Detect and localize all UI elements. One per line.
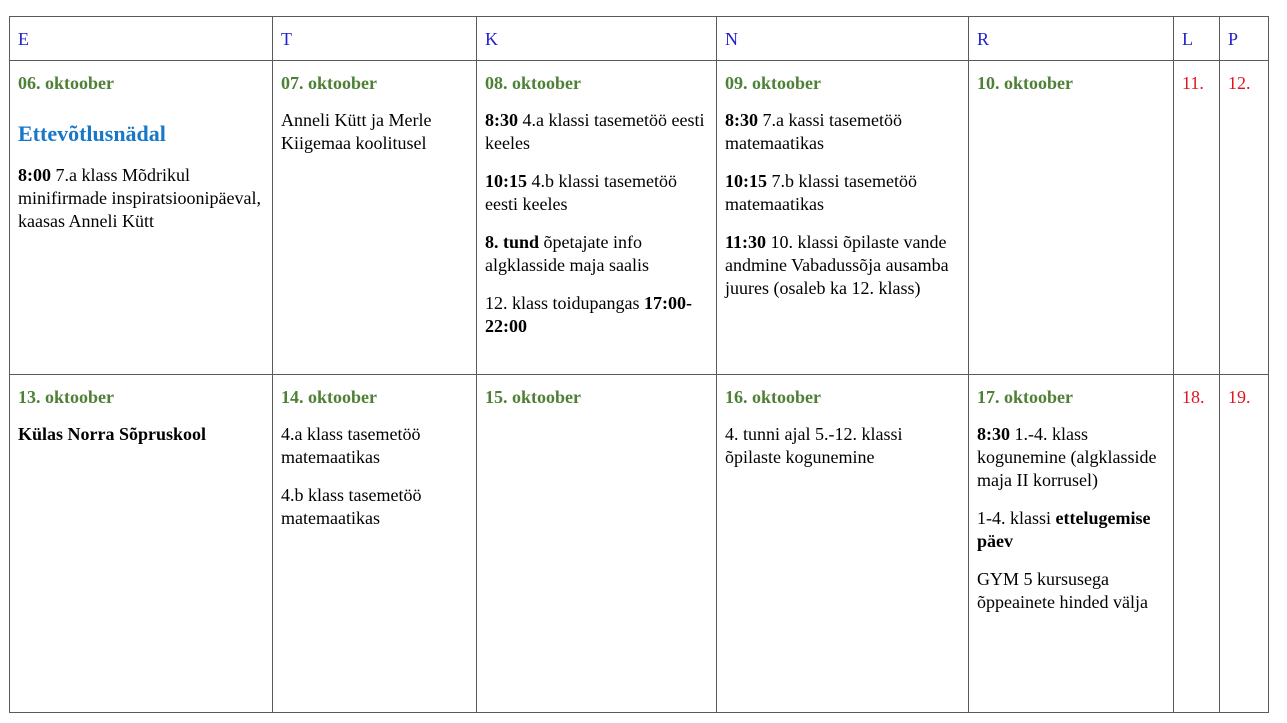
event-time: 10:15 [485, 171, 527, 191]
calendar-event [281, 109, 468, 155]
week-row-1 [10, 61, 1269, 375]
weekday-header-thu: N [717, 17, 969, 61]
event-text: 4.b klass tasemetöö matemaatikas [281, 485, 422, 528]
event-time: 8:30 [977, 424, 1010, 444]
day-date: 09. oktoober [725, 73, 821, 93]
day-cell-19 [1220, 375, 1269, 713]
day-date: 11. [1182, 73, 1204, 93]
day-date: 06. oktoober [18, 73, 114, 93]
day-date: 13. oktoober [18, 387, 114, 407]
calendar-event [281, 423, 468, 469]
weekday-header-tue: T [273, 17, 477, 61]
event-text: Anneli Kütt ja Merle Kiigemaa koolitusel [281, 110, 432, 153]
event-text-bold: ettelugemise päev [977, 508, 1151, 551]
day-cell-07 [273, 61, 477, 375]
day-cell-15 [477, 375, 717, 713]
weekday-header-fri: R [969, 17, 1174, 61]
event-text: 12. klass toidupangas [485, 293, 644, 313]
day-cell-08 [477, 61, 717, 375]
day-cell-17 [969, 375, 1174, 713]
day-cell-12 [1220, 61, 1269, 375]
event-text: 4.a klassi tasemetöö eesti keeles [485, 110, 705, 153]
calendar-event [485, 109, 708, 155]
calendar-event [485, 231, 708, 277]
day-cell-09 [717, 61, 969, 375]
calendar-event [485, 170, 708, 216]
calendar-event [977, 568, 1165, 614]
calendar-event [977, 507, 1165, 553]
event-text: GYM 5 kursusega õppeainete hinded välja [977, 569, 1148, 612]
weekday-header-mon: E [10, 17, 273, 61]
day-cell-13 [10, 375, 273, 713]
day-cell-10 [969, 61, 1174, 375]
day-cell-18 [1174, 375, 1220, 713]
day-cell-11 [1174, 61, 1220, 375]
event-text: 10. klassi õpilaste vande andmine Vabadussõja ausamba juures (osaleb ka 12. klass) [725, 232, 949, 298]
calendar-event [725, 109, 960, 155]
day-date: 19. [1228, 387, 1251, 407]
day-date: 08. oktoober [485, 73, 581, 93]
event-time: 8:30 [725, 110, 758, 130]
day-cell-06 [10, 61, 273, 375]
event-time: 10:15 [725, 171, 767, 191]
day-date: 12. [1228, 73, 1251, 93]
event-text: 4.a klass tasemetöö matemaatikas [281, 424, 421, 467]
day-date: 17. oktoober [977, 387, 1073, 407]
day-date: 15. oktoober [485, 387, 581, 407]
event-text: 7.a klass Mõdrikul minifirmade inspiratsioonipäeval, kaasas Anneli Kütt [18, 165, 261, 231]
event-time: 17:00-22:00 [485, 293, 692, 336]
event-text: 1-4. klassi [977, 508, 1056, 528]
day-date: 10. oktoober [977, 73, 1073, 93]
event-time: 11:30 [725, 232, 767, 252]
event-text-bold: Külas Norra Sõpruskool [18, 424, 207, 444]
calendar-event [725, 170, 960, 216]
week-theme-heading: Ettevõtlusnädal [18, 121, 166, 146]
calendar-event [977, 423, 1165, 492]
calendar-event [281, 484, 468, 530]
weekday-header-sat: L [1174, 17, 1220, 61]
event-text: 1.-4. klass kogunemine (algklasside maja II korrusel) [977, 424, 1157, 490]
calendar-event [725, 423, 960, 469]
day-date: 07. oktoober [281, 73, 377, 93]
weekday-header-sun: P [1220, 17, 1269, 61]
week-row-2 [10, 375, 1269, 713]
day-date: 14. oktoober [281, 387, 377, 407]
day-cell-16 [717, 375, 969, 713]
event-text: 7.a kassi tasemetöö matemaatikas [725, 110, 902, 153]
day-date: 16. oktoober [725, 387, 821, 407]
calendar-table [9, 16, 1269, 713]
event-text: 4.b klassi tasemetöö eesti keeles [485, 171, 677, 214]
event-text: õpetajate info algklasside maja saalis [485, 232, 649, 275]
calendar-event [18, 164, 264, 233]
weekday-header-row [10, 17, 1269, 61]
weekday-header-wed: K [477, 17, 717, 61]
day-cell-14 [273, 375, 477, 713]
event-time: 8:00 [18, 165, 51, 185]
calendar-event [725, 231, 960, 300]
calendar-event [18, 423, 264, 446]
event-text: 4. tunni ajal 5.-12. klassi õpilaste kogunemine [725, 424, 903, 467]
day-date: 18. [1182, 387, 1205, 407]
event-text: 7.b klassi tasemetöö matemaatikas [725, 171, 917, 214]
event-time: 8:30 [485, 110, 518, 130]
calendar-event [485, 292, 708, 338]
event-time: 8. tund [485, 232, 540, 252]
